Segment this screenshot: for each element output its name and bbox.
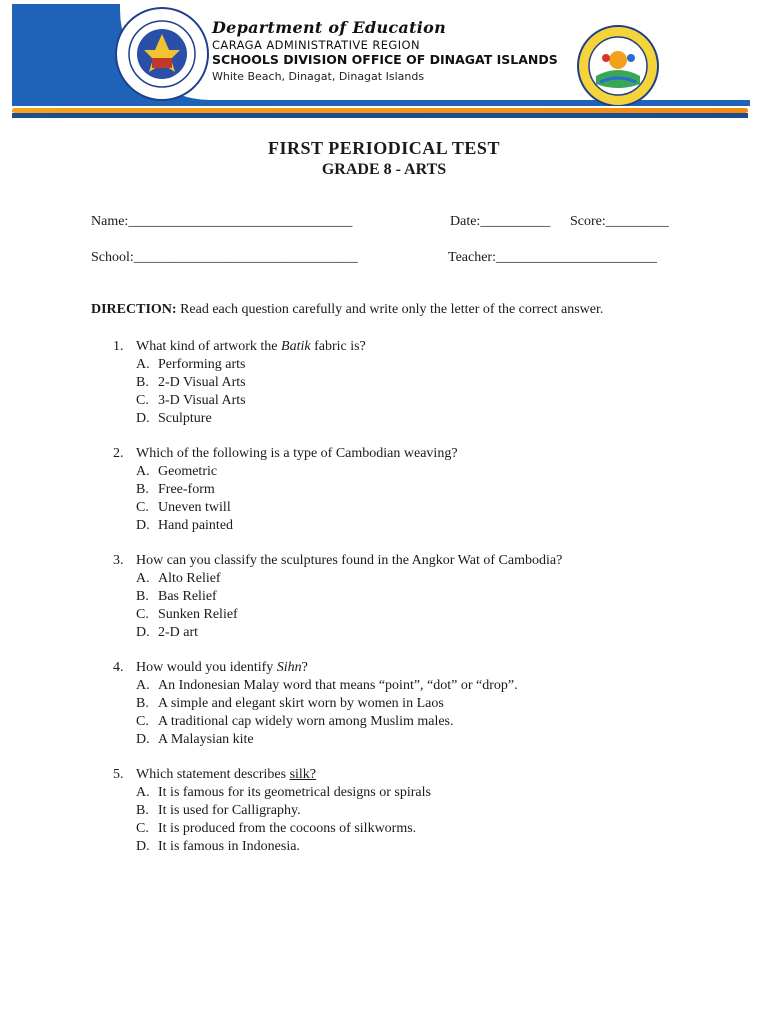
direction-text: Read each question carefully and write only the letter of the correct answer.: [176, 302, 604, 317]
answer-option: A. An Indonesian Malay word that means “point”, “dot” or “drop”.: [136, 678, 518, 693]
test-subtitle: GRADE 8 - ARTS: [321, 161, 447, 178]
division-seal-icon: [576, 24, 660, 108]
department-name: Department of Education: [212, 18, 447, 37]
deped-seal-icon: [114, 6, 210, 102]
test-title: FIRST PERIODICAL TEST: [268, 138, 500, 158]
answer-option: B. Bas Relief: [136, 589, 217, 604]
region-name: CARAGA ADMINISTRATIVE REGION: [212, 38, 420, 52]
answer-option: B. Free-form: [136, 482, 215, 497]
answer-option: C. Uneven twill: [136, 500, 231, 515]
school-field: School:________________________________: [91, 250, 358, 265]
question-text: How can you classify the sculptures found in the Angkor Wat of Cambodia?: [136, 553, 563, 568]
question-number: 2.: [113, 446, 124, 461]
division-address: White Beach, Dinagat, Dinagat Islands: [212, 70, 425, 83]
date-field: Date:__________: [450, 214, 551, 229]
question-text: What kind of artwork the Batik fabric is?: [136, 339, 366, 354]
answer-option: C. 3-D Visual Arts: [136, 393, 246, 408]
answer-option: D. 2-D art: [136, 625, 199, 640]
question-text: How would you identify Sihn?: [136, 660, 308, 675]
answer-option: B. It is used for Calligraphy.: [136, 803, 301, 818]
answer-option: C. It is produced from the cocoons of silkworms.: [136, 821, 417, 836]
name-field: Name:________________________________: [91, 214, 353, 229]
answer-option: D. A Malaysian kite: [136, 732, 254, 747]
answer-option: A. Alto Relief: [136, 571, 221, 586]
answer-option: B. 2-D Visual Arts: [136, 375, 246, 390]
answer-option: C. A traditional cap widely worn among Muslim males.: [136, 714, 454, 729]
question-number: 5.: [113, 767, 124, 782]
answer-option: A. It is famous for its geometrical designs or spirals: [136, 785, 431, 800]
answer-option: A. Performing arts: [136, 357, 246, 372]
direction: [91, 302, 603, 318]
answer-option: A. Geometric: [136, 464, 218, 479]
question-text: Which statement describes silk?: [136, 767, 317, 782]
header-divider-navy: [12, 113, 748, 118]
direction-label: DIRECTION:: [91, 302, 177, 317]
answer-option: C. Sunken Relief: [136, 607, 238, 622]
score-field: Score:_________: [570, 214, 669, 229]
question-number: 3.: [113, 553, 124, 568]
question-text: Which of the following is a type of Cambodian weaving?: [136, 446, 458, 461]
teacher-field: Teacher:_______________________: [448, 250, 657, 265]
question-number: 4.: [113, 660, 124, 675]
answer-option: B. A simple and elegant skirt worn by women in Laos: [136, 696, 444, 711]
answer-option: D. It is famous in Indonesia.: [136, 839, 300, 854]
division-name: SCHOOLS DIVISION OFFICE OF DINAGAT ISLANDS: [212, 52, 558, 67]
question-number: 1.: [113, 339, 124, 354]
answer-option: D. Hand painted: [136, 518, 234, 533]
answer-option: D. Sculpture: [136, 411, 212, 426]
